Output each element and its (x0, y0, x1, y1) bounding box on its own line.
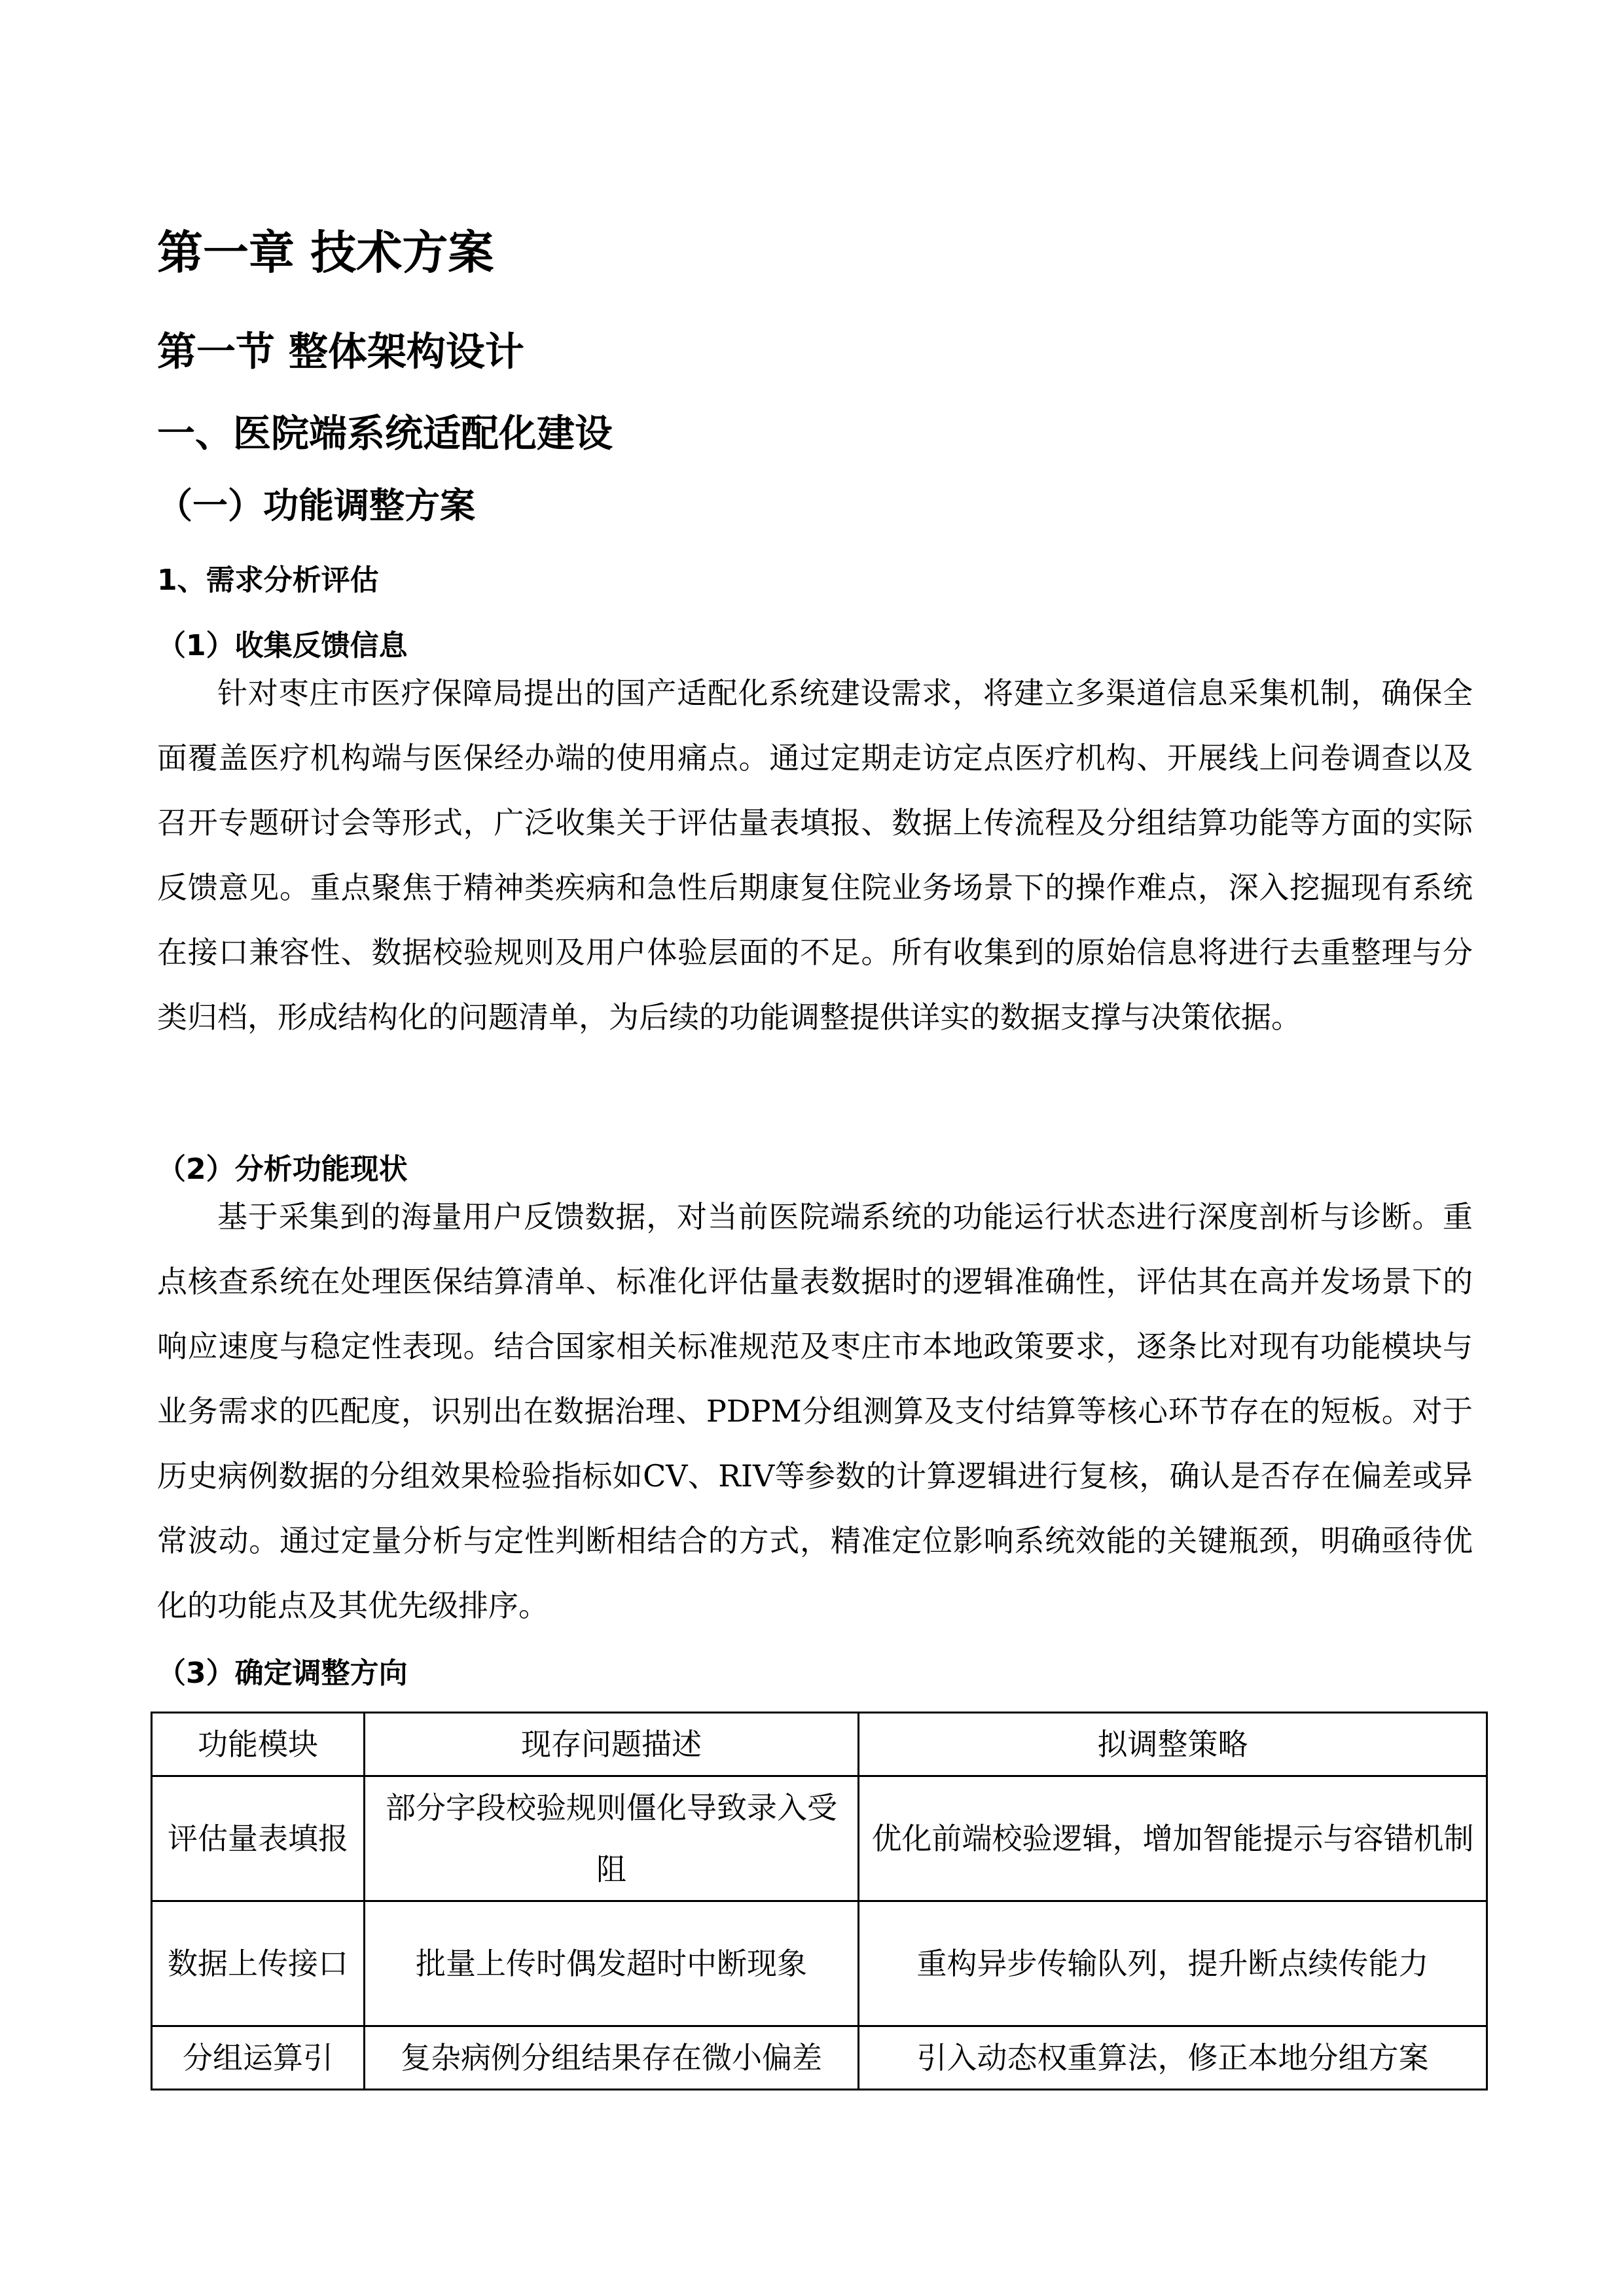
table-cell: 复杂病例分组结果存在微小偏差 (365, 2026, 859, 2090)
table-cell: 部分字段校验规则僵化导致录入受阻 (365, 1776, 859, 1901)
adjustment-table (151, 1712, 1488, 2090)
table-cell: 评估量表填报 (152, 1776, 365, 1901)
table-cell: 批量上传时偶发超时中断现象 (365, 1901, 859, 2026)
subsection-title: 一、医院端系统适配化建设 (157, 411, 613, 456)
table-row (152, 2026, 1487, 2090)
paragraph-1: 针对枣庄市医疗保障局提出的国产适配化系统建设需求，将建立多渠道信息采集机制，确保全面覆盖医疗机构端与医保经办端的使用痛点。通过定期走访定点医疗机构、开展线上问卷调查以及召开专题研讨会等形式，广泛收集关于评估量表填报、数据上传流程及分组结算功能等方面的实际反馈意见。重点聚焦于精神类疾病和急性后期康复住院业务场景下的操作难点，深入挖掘现有系统在接口兼容性、数据校验规则及用户体验层面的不足。所有收集到的原始信息将进行去重整理与分类归档，形成结构化的问题清单，为后续的功能调整提供详实的数据支撑与决策依据。 (157, 675, 1473, 1035)
table-cell: 重构异步传输队列，提升断点续传能力 (859, 1901, 1487, 2026)
subitem-title-3: （3）确定调整方向 (157, 1657, 408, 1690)
subitem-title-1: （1）收集反馈信息 (157, 629, 408, 662)
subsubsection-title: （一）功能调整方案 (157, 485, 475, 526)
chapter-title: 第一章 技术方案 (157, 226, 494, 279)
paragraph-2: 基于采集到的海量用户反馈数据，对当前医院端系统的功能运行状态进行深度剖析与诊断。重点核查系统在处理医保结算清单、标准化评估量表数据时的逻辑准确性，评估其在高并发场景下的响应速度与稳定性表现。结合国家相关标准规范及枣庄市本地政策要求，逐条比对现有功能模块与业务需求的匹配度，识别出在数据治理、PDPM分组测算及支付结算等核心环节存在的短板。对于历史病例数据的分组效果检验指标如CV、RIV等参数的计算逻辑进行复核，确认是否存在偏差或异常波动。通过定量分析与定性判断相结合的方式，精准定位影响系统效能的关键瓶颈，明确亟待优化的功能点及其优先级排序。 (157, 1199, 1473, 1623)
subitem-title-2: （2）分析功能现状 (157, 1153, 408, 1186)
table-cell: 数据上传接口 (152, 1901, 365, 2026)
table-row (152, 1776, 1487, 1901)
item-title: 1、需求分析评估 (157, 564, 379, 597)
table-cell: 优化前端校验逻辑，增加智能提示与容错机制 (859, 1776, 1487, 1901)
table-header-cell: 拟调整策略 (859, 1713, 1487, 1776)
table-row (152, 1901, 1487, 2026)
section-title: 第一节 整体架构设计 (157, 329, 524, 375)
table-cell: 分组运算引 (152, 2026, 365, 2090)
table-header-row (152, 1713, 1487, 1776)
table-header-cell: 功能模块 (152, 1713, 365, 1776)
table-header-cell: 现存问题描述 (365, 1713, 859, 1776)
table-cell: 引入动态权重算法，修正本地分组方案 (859, 2026, 1487, 2090)
